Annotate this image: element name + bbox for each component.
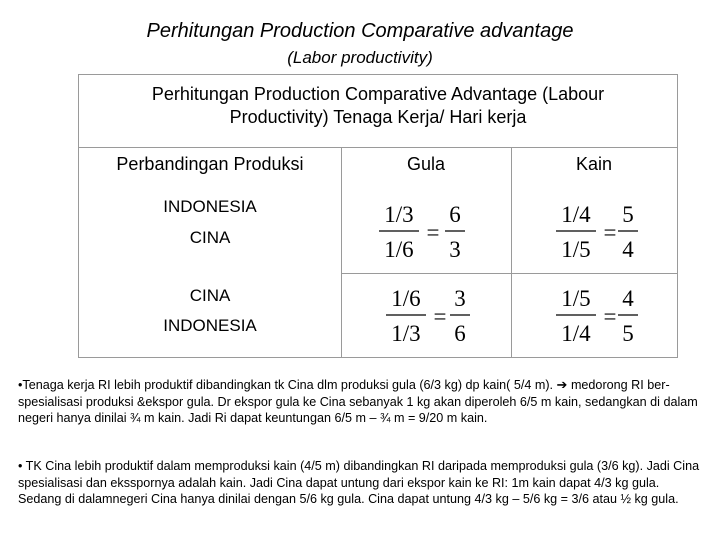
- row1-kain-left-den: 1/5: [561, 237, 591, 262]
- column-divider-2: [511, 148, 512, 357]
- row2-country-top: CINA: [189, 286, 231, 305]
- row1-gula-left-num: 1/3: [384, 202, 414, 227]
- row1-gula-equals: =: [426, 220, 440, 245]
- note-indonesia-text-a: •Tenaga kerja RI lebih produktif dibandingkan tk Cina dlm produksi gula (6/3 kg) dp kain( 5/4 m).: [18, 378, 554, 392]
- column-divider-1: [341, 148, 342, 357]
- row1-kain-fraction: [554, 199, 664, 269]
- table-caption: [79, 75, 677, 148]
- row1-kain-right-num: 5: [622, 202, 634, 227]
- note-cina: • TK Cina lebih produktif dalam memproduksi kain (4/5 m) dibandingkan RI daripada memproduksi gula (3/6 kg). Jadi Cina spesialisasi dan eksspornya adalah kain. Jadi Cina dapat untung dari ekspor kain ke RI: 1m kain dapat 4/3 kg gula. Sedang di dalamnegeri Cina hanya dinilai dengan 5/6 kg gula. Cina dapat untung 4/3 kg – 5/6 kg = 3/6 atau ½ kg gula.: [18, 459, 700, 507]
- table-caption-line2: Productivity) Tenaga Kerja/ Hari kerja: [229, 107, 527, 127]
- row2-kain-left-den: 1/4: [561, 321, 591, 346]
- row1-country-top: INDONESIA: [163, 197, 257, 216]
- row-divider: [341, 273, 677, 274]
- row2-kain-right-num: 4: [622, 286, 634, 311]
- col-header-kain: Kain: [575, 154, 613, 174]
- row1-kain-equals: =: [603, 220, 617, 245]
- row1-gula-right-num: 6: [449, 202, 461, 227]
- row1-gula-left-den: 1/6: [384, 237, 414, 262]
- row2-gula-left-den: 1/3: [391, 321, 421, 346]
- row2-kain-right-den: 5: [622, 321, 634, 346]
- page-title: Perhitungan Production Comparative advantage: [146, 20, 574, 42]
- row1-country-bottom: CINA: [189, 228, 231, 247]
- row2-kain-left-num: 1/5: [561, 286, 591, 311]
- row2-kain-fraction: [554, 283, 664, 353]
- row2-gula-fraction: [384, 283, 494, 353]
- arrow-right-icon: ➔: [556, 377, 568, 392]
- note-indonesia: [18, 377, 706, 427]
- row2-kain-equals: =: [603, 304, 617, 329]
- row2-country-bottom: INDONESIA: [163, 316, 257, 335]
- row1-gula-fraction: [377, 199, 487, 269]
- col-header-gula: Gula: [406, 154, 446, 174]
- row1-gula-right-den: 3: [449, 237, 461, 262]
- comparative-advantage-table: [78, 74, 678, 358]
- table-caption-line1: Perhitungan Production Comparative Advantage (Labour: [151, 84, 605, 104]
- row2-gula-right-den: 6: [454, 321, 466, 346]
- row2-gula-left-num: 1/6: [391, 286, 421, 311]
- row1-kain-left-num: 1/4: [561, 202, 591, 227]
- page-subtitle: (Labor productivity): [287, 48, 433, 67]
- row2-gula-equals: =: [433, 304, 447, 329]
- note-indonesia-text-b: medorong RI ber-spesialisasi produksi &ekspor gula. Dr ekspor gula ke Cina sebanyak 1 kg akan diperoleh 6/5 m kain, sedangkan di dalam negeri hanya dinilai ¾ m kain. Jadi Ri dapat keuntungan 6/5 m – ¾ m = 9/20 m kain.: [18, 378, 698, 426]
- row2-gula-right-num: 3: [454, 286, 466, 311]
- row1-kain-right-den: 4: [622, 237, 634, 262]
- col-header-perbandingan: Perbandingan Produksi: [116, 154, 304, 174]
